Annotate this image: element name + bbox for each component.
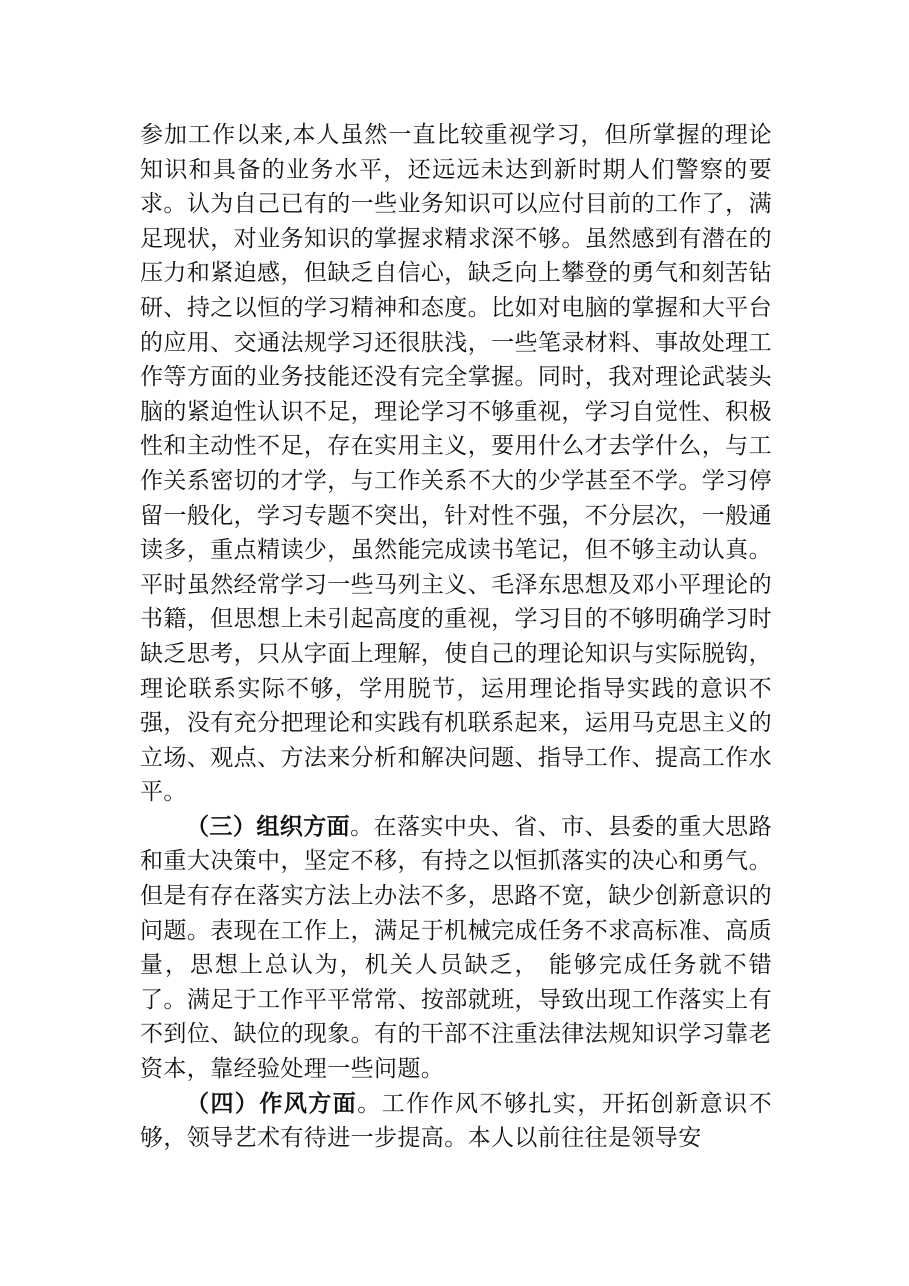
section-heading-organization: （三）组织方面	[186, 812, 351, 840]
paragraph-organization	[140, 810, 772, 1087]
paragraph-text: 。工作作风不够扎实，开拓创新意识不够，领导艺术有待进一步提高。本人以前往往是领导安	[140, 1090, 772, 1152]
section-heading-work-style: （四）作风方面	[186, 1089, 358, 1117]
paragraph-work-style	[140, 1087, 772, 1156]
paragraph-study	[140, 118, 772, 810]
document-body	[140, 118, 772, 1156]
paragraph-text: 。在落实中央、省、市、县委的重大思路和重大决策中，坚定不移，有持之以恒抓落实的决心和勇气。但是有存在落实方法上办法不多，思路不宽，缺少创新意识的问题。表现在工作上，满足于机械完成任务不求高标准、高质量，思想上总认为，机关人员缺乏， 能够完成任务就不错了。满足于工作平平常常、按部就班，导致出现工作落实上有不到位、缺位的现象。有的干部不注重法律法规知识学习靠老资本，靠经验处理一些问题。	[140, 813, 772, 1083]
paragraph-text: 参加工作以来,本人虽然一直比较重视学习，但所掌握的理论知识和具备的业务水平，还远远未达到新时期人们警察的要求。认为自己已有的一些业务知识可以应付目前的工作了，满足现状，对业务知识的掌握求精求深不够。虽然感到有潜在的压力和紧迫感，但缺乏自信心，缺乏向上攀登的勇气和刻苦钻研、持之以恒的学习精神和态度。比如对电脑的掌握和大平台的应用、交通法规学习还很肤浅，一些笔录材料、事故处理工作等方面的业务技能还没有完全掌握。同时，我对理论武装头脑的紧迫性认识不足，理论学习不够重视，学习自觉性、积极性和主动性不足，存在实用主义，要用什么才去学什么，与工作关系密切的才学，与工作关系不大的少学甚至不学。学习停留一般化，学习专题不突出，针对性不强，不分层次，一般通读多，重点精读少，虽然能完成读书笔记，但不够主动认真。平时虽然经常学习一些马列主义、毛泽东思想及邓小平理论的书籍，但思想上未引起高度的重视，学习目的不够明确学习时缺乏思考，只从字面上理解，使自己的理论知识与实际脱钩，理论联系实际不够，学用脱节，运用理论指导实践的意识不强，没有充分把理论和实践有机联系起来，运用马克思主义的立场、观点、方法来分析和解决问题、指导工作、提高工作水平。	[140, 122, 772, 806]
